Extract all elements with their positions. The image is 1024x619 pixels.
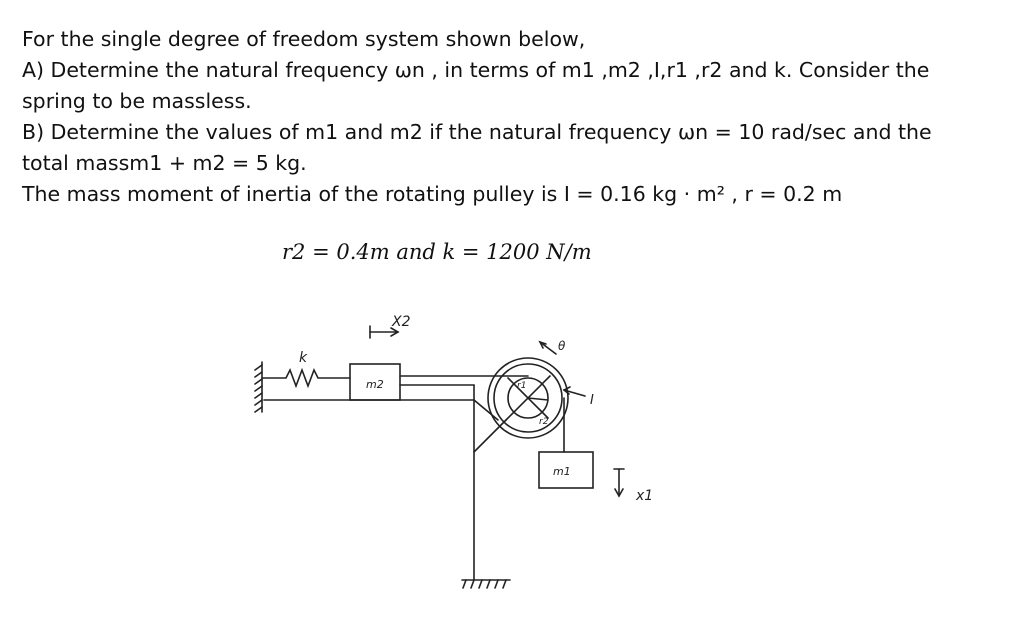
label-k: k xyxy=(299,350,308,366)
label-m2: m2 xyxy=(366,378,384,391)
problem-line-intro: For the single degree of freedom system shown below, xyxy=(22,27,586,51)
problem-line-part-a-cont: spring to be massless. xyxy=(22,89,252,113)
mechanical-system-diagram xyxy=(0,290,1024,619)
label-theta: θ xyxy=(558,339,566,353)
pulley xyxy=(488,358,568,438)
label-r2: r2 xyxy=(539,417,549,427)
label-m1: m1 xyxy=(553,465,571,478)
label-I: I xyxy=(590,393,594,408)
support-frame xyxy=(264,385,506,580)
x1-arrow xyxy=(614,469,624,496)
label-x1: x1 xyxy=(636,488,654,504)
problem-statement xyxy=(22,24,1012,210)
theta-arrow xyxy=(540,342,556,354)
problem-line-part-b-cont: total massm1 + m2 = 5 kg. xyxy=(22,151,307,175)
label-x2: X2 xyxy=(392,314,411,330)
problem-line-inertia: The mass moment of inertia of the rotating pulley is I = 0.16 kg · m² , r = 0.2 m xyxy=(22,182,843,206)
ground xyxy=(462,580,510,588)
problem-line-part-b: B) Determine the values of m1 and m2 if the natural frequency ωn = 10 rad/sec and the xyxy=(22,120,932,144)
spring-k xyxy=(262,370,350,386)
problem-line-part-a: A) Determine the natural frequency ωn , in terms of m1 ,m2 ,I,r1 ,r2 and k. Consider the xyxy=(22,58,930,82)
label-r1: r1 xyxy=(517,381,527,391)
given-values: r2 = 0.4m and k = 1200 N/m xyxy=(282,240,592,264)
left-wall xyxy=(255,362,262,412)
